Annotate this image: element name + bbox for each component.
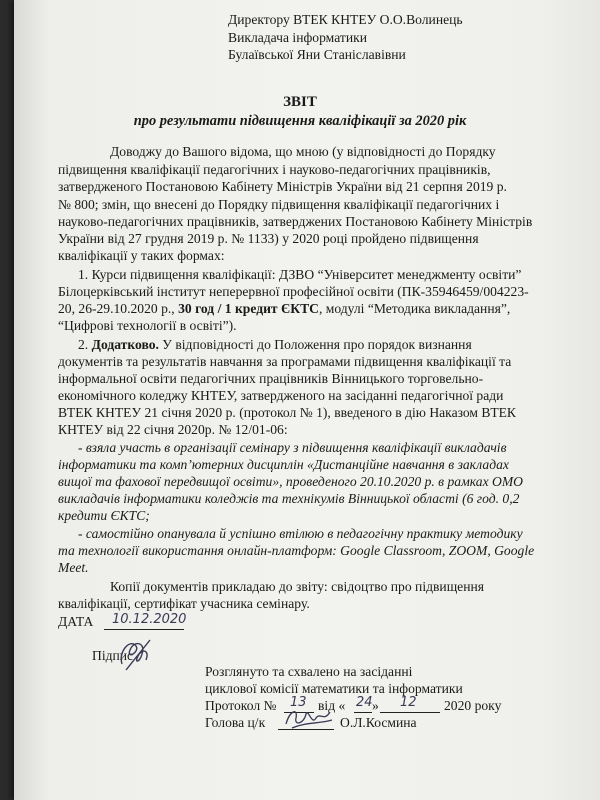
intro-line: № 800; змін, що внесені до Порядку підвищення кваліфікації педагогічних і bbox=[58, 197, 500, 212]
intro-line: підвищення кваліфікації педагогічних і науково-педагогічних працівників, bbox=[58, 162, 491, 177]
approval-line: Розглянуто та схвалено на засіданні bbox=[205, 664, 413, 679]
signature-scribble bbox=[116, 634, 156, 674]
date-label: ДАТА bbox=[58, 614, 94, 629]
copies-line: Копії документів прикладаю до звіту: свідоцтво про підвищення bbox=[110, 579, 485, 594]
bullet-line: кредити ЄКТС; bbox=[58, 508, 150, 523]
addressee-line: Директору ВТЕК КНТЕУ О.О.Волинець bbox=[228, 12, 463, 27]
bullet-line: вищої та фахової передвищої освіти», проведеного 20.10.2020 р. в рамках ОМО bbox=[58, 474, 523, 489]
intro-line: затвердженого Постановою Кабінету Міністрів України від 21 серпня 2019 р. bbox=[58, 179, 507, 194]
item2-line: ВТЕК КНТЕУ 21 січня 2020 р. (протокол № 1), введеного в дію Наказом ВТЕК bbox=[58, 405, 516, 420]
head-label: Голова ц/к bbox=[205, 715, 266, 730]
copies-line: кваліфікації, сертифікат учасника семінару. bbox=[58, 596, 310, 611]
bullet-line: викладачів інформатики коледжів та технікумів Вінницької області (6 год. 0,2 bbox=[58, 491, 520, 506]
report-subtitle: про результати підвищення кваліфікації за 2020 рік bbox=[133, 113, 467, 129]
item2-line: КНТЕУ від 22 січня 2020р. № 12/01-06: bbox=[58, 422, 288, 437]
head-signature-scribble bbox=[282, 704, 334, 730]
protocol-month-underline bbox=[380, 712, 440, 713]
item1-hours-credits: 30 год / 1 кредит ЄКТС bbox=[178, 301, 319, 316]
intro-line: Доводжу до Вашого відома, що мною (у відповідності до Порядку bbox=[110, 144, 496, 159]
sender-position: Викладача інформатики bbox=[228, 30, 367, 45]
protocol-label: Протокол № bbox=[205, 698, 277, 713]
protocol-day: 24 bbox=[356, 695, 373, 710]
bullet-line: інформатики та комп’ютерних дисциплін «Дистанційне навчання в закладах bbox=[58, 457, 509, 472]
bullet-line: та технології використання онлайн-платформ: Google Classroom, ZOOM, Google bbox=[58, 543, 535, 558]
item2-line bbox=[78, 337, 472, 353]
item2-line: документів та результатів навчання за програмами підвищення кваліфікації та bbox=[58, 354, 512, 369]
bullet-line: - самостійно опанувала й успішно втілюю в педагогічну практику методику bbox=[78, 526, 523, 541]
item1-line bbox=[58, 301, 510, 317]
approval-line: циклової комісії математики та інформатики bbox=[205, 681, 463, 696]
item1-modules: , модулі “Методика викладання”, bbox=[318, 301, 511, 316]
item1-line: “Цифрові технології в освіті”). bbox=[58, 318, 237, 333]
item1-line: 1. Курси підвищення кваліфікації: ДЗВО “Університет менеджменту освіти” bbox=[78, 267, 522, 282]
protocol-day-underline bbox=[354, 712, 372, 713]
intro-line: науково-педагогічних працівників, затверджених Постановою Кабінету Міністрів bbox=[58, 214, 533, 229]
item2-line: інформальної освіти педагогічних працівників Вінницького торговельно- bbox=[58, 371, 484, 386]
signature-label: Підпис bbox=[92, 648, 134, 663]
bullet-line: - взяла участь в організації семінару з підвищення кваліфікації викладачів bbox=[78, 440, 507, 455]
head-name: О.Л.Космина bbox=[340, 715, 417, 730]
intro-line: України від 27 грудня 2019 р. № 1133) у 2020 році пройдено підвищення bbox=[58, 231, 479, 246]
item1-dates: 20, 26-29.10.2020 р., bbox=[58, 301, 179, 316]
protocol-quote: » bbox=[372, 698, 379, 713]
date-handwritten: 10.12.2020 bbox=[112, 612, 187, 627]
item2-heading: Додатково. bbox=[91, 337, 159, 352]
protocol-from: від « bbox=[318, 698, 346, 713]
item2-text: У відповідності до Положення про порядок визнання bbox=[158, 337, 472, 352]
item1-line: Білоцерківський інститут неперервної професійної освіти (ПК-35946459/004223- bbox=[58, 284, 529, 299]
date-underline bbox=[104, 629, 184, 630]
intro-line: кваліфікації у таких формах: bbox=[58, 248, 225, 263]
bullet-line: Meet. bbox=[58, 560, 89, 575]
report-title: ЗВІТ bbox=[283, 94, 317, 110]
protocol-number: 13 bbox=[290, 695, 307, 710]
sender-name: Булаївської Яни Станіславівни bbox=[228, 47, 406, 62]
item2-number: 2. bbox=[78, 337, 92, 352]
protocol-year: 2020 року bbox=[444, 698, 502, 713]
item2-line: економічного коледжу КНТЕУ, затвердженого на засіданні педагогічної ради bbox=[58, 388, 504, 403]
protocol-month: 12 bbox=[400, 695, 417, 710]
